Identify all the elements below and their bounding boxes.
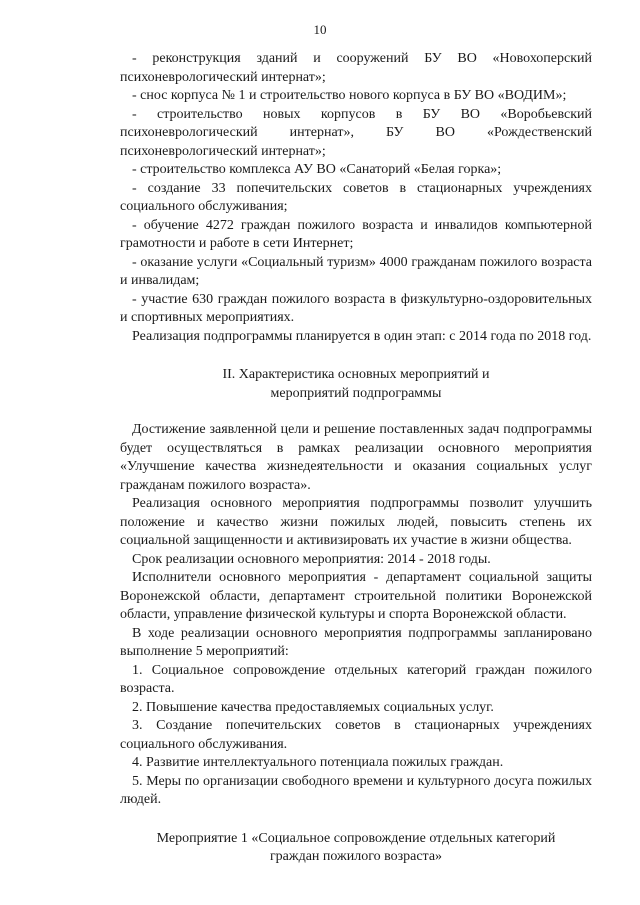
page-body	[120, 50, 592, 867]
measure-item: 2. Повышение качества предоставляемых социальных услуг.	[132, 699, 494, 715]
body-paragraph: Исполнители основного мероприятия - департамент социальной защиты Воронежской области, департамент строительной политики Воронежской области, управление физической культуры и спорта Воронежской области.	[120, 570, 592, 622]
subheading-line2: граждан пожилого возраста»	[269, 849, 443, 864]
subheading-line1: Мероприятие 1 «Социальное сопровождение отдельных категорий	[156, 830, 556, 846]
page-number: 10	[313, 22, 327, 37]
body-paragraph: Реализация основного мероприятия подпрограммы позволит улучшить положение и качество жизни пожилых людей, повысить степень их социальной защищенности и активизировать их участие в жизни общества.	[120, 496, 592, 548]
measure-item: 1. Социальное сопровождение отдельных категорий граждан пожилого возраста.	[120, 662, 592, 696]
bullet-item: - строительство комплекса АУ ВО «Санаторий «Белая горка»;	[132, 162, 502, 177]
measure-item: 4. Развитие интеллектуального потенциала пожилых граждан.	[132, 755, 504, 770]
bullet-item: - снос корпуса № 1 и строительство нового корпуса в БУ ВО «ВОДИМ»;	[132, 88, 567, 103]
section-heading-line1: II. Характеристика основных мероприятий и	[222, 367, 490, 382]
measure-item: 5. Меры по организации свободного времени и культурного досуга пожилых людей.	[120, 773, 592, 807]
body-paragraph: Достижение заявленной цели и решение поставленных задач подпрограммы будет осуществляться в рамках реализации основного мероприятия «Улучшение качества жизнедеятельности и оказания социальных услуг гражданам пожилого возраста».	[120, 422, 592, 493]
bullet-item: - строительство новых корпусов в БУ ВО «Воробьевский психоневрологический интернат», БУ ВО «Рождественский психоневрологический интернат»;	[120, 106, 592, 159]
bullet-item: - обучение 4272 граждан пожилого возраста и инвалидов компьютерной грамотности и работе в сети Интернет;	[120, 217, 592, 251]
body-paragraph: В ходе реализации основного мероприятия подпрограммы запланировано выполнение 5 мероприятий:	[120, 625, 592, 659]
bullet-item: - оказание услуги «Социальный туризм» 4000 гражданам пожилого возраста и инвалидам;	[120, 254, 592, 288]
bullet-item: - создание 33 попечительских советов в стационарных учреждениях социального обслуживания;	[120, 180, 592, 214]
body-paragraph: Срок реализации основного мероприятия: 2014 - 2018 годы.	[132, 551, 491, 567]
realization-stage-paragraph: Реализация подпрограммы планируется в один этап: с 2014 года по 2018 год.	[132, 328, 592, 344]
section-heading-line2: мероприятий подпрограммы	[270, 385, 442, 401]
bullet-item: - реконструкция зданий и сооружений БУ ВО «Новохоперский психоневрологический интернат»;	[120, 51, 592, 85]
bullet-item: - участие 630 граждан пожилого возраста в физкультурно-оздоровительных и спортивных мероприятиях.	[120, 291, 592, 325]
measure-item: 3. Создание попечительских советов в стационарных учреждениях социального обслуживания.	[120, 718, 592, 752]
